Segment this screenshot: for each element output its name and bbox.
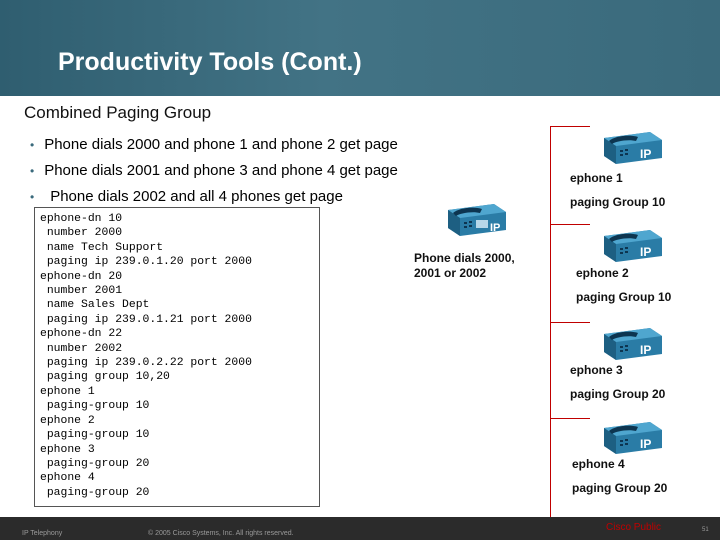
config-line: paging group 10,20 [40, 371, 170, 384]
ip-badge: IP [640, 343, 652, 357]
phone-name: ephone 2 [576, 266, 629, 280]
phone-group: paging Group 20 [570, 387, 666, 401]
phone-name: ephone 1 [570, 171, 623, 185]
config-line: paging ip 239.0.1.20 port 2000 [40, 256, 252, 269]
ip-badge: IP [640, 437, 652, 451]
slide-subtitle: Combined Paging Group [24, 103, 212, 122]
phone-group: paging Group 10 [576, 290, 672, 304]
ip-phone-icon [596, 418, 666, 458]
bus-connector [550, 322, 590, 323]
bus-connector [550, 126, 590, 127]
bullet-item [30, 133, 398, 159]
config-line: name Tech Support [40, 241, 164, 254]
config-line: paging ip 239.0.1.21 port 2000 [40, 313, 252, 326]
config-line: ephone 4 [40, 472, 95, 485]
ip-badge: IP [490, 222, 501, 234]
bullet-item [30, 159, 398, 185]
config-line: ephone 2 [40, 414, 95, 427]
caller-label-line: Phone dials 2000, [414, 251, 515, 265]
config-line: paging-group 20 [40, 486, 150, 499]
ip-phone-icon [596, 324, 666, 364]
caller-label [414, 251, 515, 281]
config-line: ephone-dn 20 [40, 270, 123, 283]
config-line: paging-group 10 [40, 429, 150, 442]
phone-group: paging Group 20 [572, 481, 668, 495]
config-line: ephone-dn 22 [40, 328, 123, 341]
config-line: ephone-dn 10 [40, 213, 123, 225]
footer-classification: Cisco Public [606, 522, 662, 533]
config-line: ephone 3 [40, 443, 95, 456]
config-line: ephone 1 [40, 385, 95, 398]
bullet-text: Phone dials 2000 and phone 1 and phone 2 get page [44, 136, 398, 153]
bullet-text: Phone dials 2001 and phone 3 and phone 4 get page [44, 162, 398, 179]
footer-bar [0, 517, 720, 540]
ip-phone-icon [596, 128, 666, 168]
footer-page-number: 51 [702, 527, 709, 533]
ip-badge: IP [640, 245, 652, 259]
phone-group: paging Group 10 [570, 195, 666, 209]
bus-connector [550, 418, 590, 419]
config-text [35, 208, 319, 500]
bullet-text: Phone dials 2002 and all 4 phones get page [50, 188, 343, 205]
bus-connector [550, 224, 590, 225]
phone-name: ephone 3 [570, 363, 623, 377]
caller-label-line: 2001 or 2002 [414, 266, 487, 280]
ip-phone-icon [596, 226, 666, 266]
config-line: number 2002 [40, 342, 123, 355]
bullet-list [30, 133, 398, 211]
footer-copyright: © 2005 Cisco Systems, Inc. All rights reserved. [148, 530, 294, 537]
slide-title: Productivity Tools (Cont.) [58, 48, 362, 76]
config-line: paging ip 239.0.2.22 port 2000 [40, 357, 252, 370]
bullet-dot-icon: • [30, 138, 35, 152]
config-line: name Sales Dept [40, 299, 150, 312]
config-line: number 2000 [40, 227, 123, 240]
ip-phone-icon [440, 200, 510, 240]
config-line: number 2001 [40, 285, 123, 298]
bullet-dot-icon: • [30, 190, 35, 204]
config-line: paging-group 20 [40, 457, 150, 470]
phone-name: ephone 4 [572, 457, 625, 471]
footer-course: IP Telephony [22, 530, 63, 537]
bullet-dot-icon: • [30, 164, 35, 178]
config-line: paging-group 10 [40, 400, 150, 413]
ip-badge: IP [640, 147, 652, 161]
config-box [34, 207, 320, 507]
